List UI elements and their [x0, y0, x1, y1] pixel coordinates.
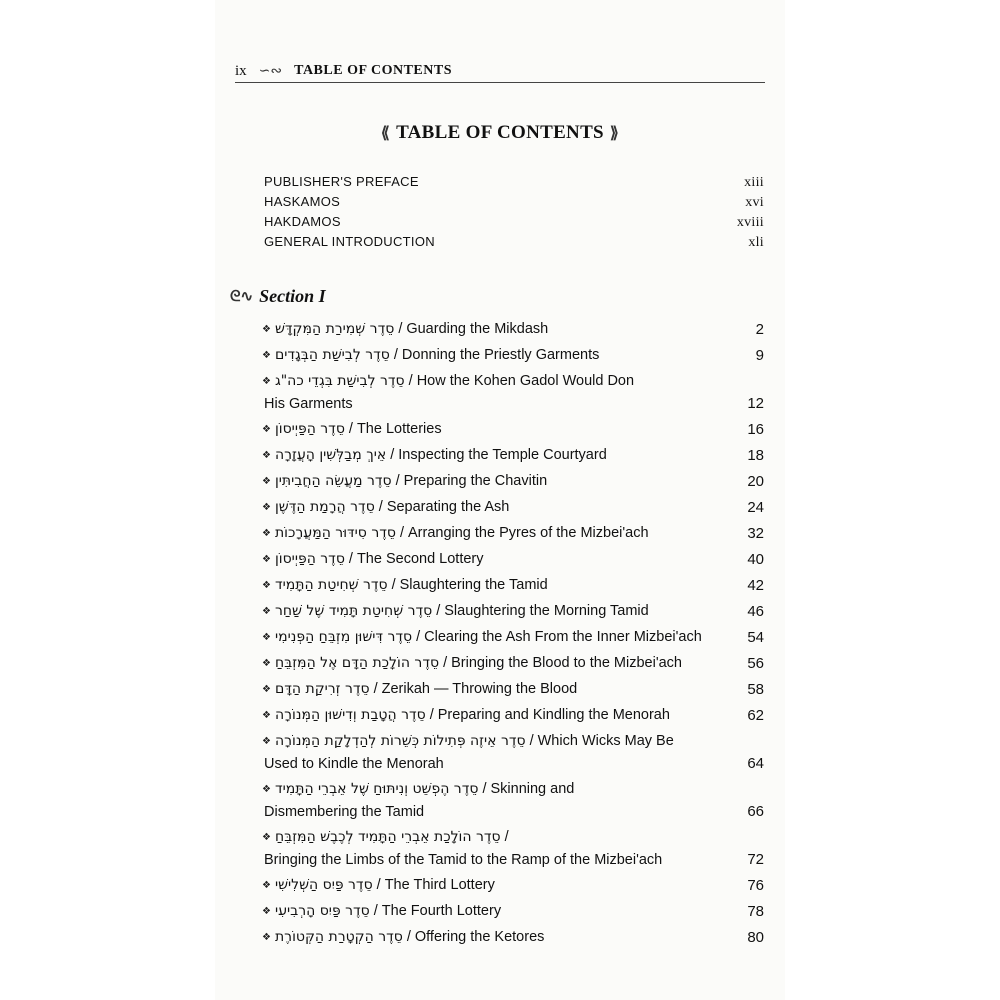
toc-entry[interactable]: [262, 442, 764, 468]
page-number: 18: [747, 447, 764, 464]
page-number: 66: [747, 803, 764, 820]
toc-entry[interactable]: [262, 572, 764, 598]
front-matter-label: HAKDAMOS: [264, 214, 341, 229]
english-title: Clearing the Ash From the Inner Mizbei'ach: [424, 628, 702, 645]
page-number: 24: [747, 499, 764, 516]
hebrew-title: סֵדֶר הֲטָבַת וְדִישּׁוּן הַמְּנוֹרָה: [274, 706, 426, 723]
toc-entry-line: [262, 824, 718, 850]
page-number: 2: [755, 321, 764, 338]
title-separator: /: [390, 446, 395, 463]
diamond-bullet-icon: ❖: [262, 683, 271, 695]
toc-entry-line: [262, 898, 718, 924]
title-separator: /: [348, 420, 353, 437]
toc-entry[interactable]: [262, 924, 764, 950]
front-matter-item[interactable]: [264, 234, 764, 254]
toc-entry[interactable]: [262, 520, 764, 546]
page-number: 20: [747, 473, 764, 490]
english-title: Which Wicks May Be: [537, 732, 674, 749]
title-separator: /: [391, 576, 396, 593]
english-title: Inspecting the Temple Courtyard: [398, 446, 607, 463]
english-title: Offering the Ketores: [414, 928, 545, 945]
section-heading: [230, 286, 630, 307]
hebrew-title: סֵדֶר זְרִיקַת הַדָּם: [274, 680, 370, 697]
toc-entry-line: [262, 624, 718, 650]
hebrew-title: סֵדֶר אֵיזֶה פְּתִילוֹת כְּשֵׁרוֹת לְהַדְלָקַת הַמְּנוֹרָה: [274, 732, 526, 749]
page-number: 32: [747, 525, 764, 542]
hebrew-title: סֵדֶר שְׁחִיטַת תָּמִיד שֶׁל שַׁחַר: [274, 602, 433, 619]
hebrew-title: סֵדֶר לְבִישַׁת בִּגְדֵי כה"ג: [274, 372, 405, 389]
diamond-bullet-icon: ❖: [262, 709, 271, 721]
front-matter-page: xli: [748, 235, 764, 250]
diamond-bullet-icon: ❖: [262, 631, 271, 643]
title-separator: /: [482, 780, 487, 797]
toc-entry-line: [262, 342, 718, 368]
english-title: Slaughtering the Tamid: [399, 576, 548, 593]
toc-title-text: TABLE OF CONTENTS: [396, 122, 604, 143]
toc-entry-line: [262, 598, 718, 624]
page-number: 80: [747, 929, 764, 946]
hebrew-title: סֵדֶר הַקְטָרַת הַקְּטוֹרֶת: [274, 928, 403, 945]
toc-entry-line: [262, 872, 718, 898]
toc-entry-line: [262, 368, 718, 394]
english-title: Skinning and: [490, 780, 575, 797]
toc-entry[interactable]: [262, 624, 764, 650]
page-number: 46: [747, 603, 764, 620]
title-separator: /: [398, 320, 403, 337]
title-separator: /: [443, 654, 448, 671]
diamond-bullet-icon: ❖: [262, 783, 271, 795]
title-separator: /: [416, 628, 421, 645]
section-ornament-icon: ᘓ∿: [230, 289, 254, 305]
hebrew-title: אֵיךְ מְבַלְּשִׁין הָעֲזָרָה: [274, 446, 387, 463]
english-title: Preparing and Kindling the Menorah: [437, 706, 670, 723]
hebrew-title: סֵדֶר דִּישּׁוּן מִזְבֵּחַ הַפְּנִימִי: [274, 628, 413, 645]
hebrew-title: סֵדֶר הֶפְשֵׁט וְנִיתּוּחַ שֶׁל אֵבְרֵי הַתָּמִיד: [274, 780, 479, 797]
toc-entry[interactable]: [262, 494, 764, 520]
diamond-bullet-icon: ❖: [262, 375, 271, 387]
title-separator: /: [373, 902, 378, 919]
toc-entry[interactable]: [262, 416, 764, 442]
page-number: 72: [747, 851, 764, 868]
title-separator: /: [373, 680, 378, 697]
front-matter-item[interactable]: [264, 214, 764, 234]
english-title: The Fourth Lottery: [381, 902, 502, 919]
hebrew-title: סֵדֶר לְבִישַׁת הַבְּגָדִים: [274, 346, 390, 363]
english-title: Bringing the Blood to the Mizbei'ach: [451, 654, 682, 671]
front-matter-label: PUBLISHER'S PREFACE: [264, 174, 419, 189]
title-separator: /: [406, 928, 411, 945]
page-number: 78: [747, 903, 764, 920]
ornament-left-icon: ⟪: [380, 125, 391, 142]
toc-entry-line: [262, 520, 718, 546]
toc-entry-line: [262, 468, 718, 494]
diamond-bullet-icon: ❖: [262, 449, 271, 461]
toc-entry[interactable]: [262, 776, 764, 824]
toc-entry-line: [262, 494, 718, 520]
diamond-bullet-icon: ❖: [262, 349, 271, 361]
diamond-bullet-icon: ❖: [262, 501, 271, 513]
toc-entry-line: [262, 650, 718, 676]
hebrew-title: סֵדֶר פַּיִס הַשְּׁלִישִׁי: [274, 876, 373, 893]
page-number: 64: [747, 755, 764, 772]
front-matter-list: [264, 174, 764, 254]
toc-entries-list: [262, 316, 764, 950]
hebrew-title: סֵדֶר הֲרָמַת הַדֶּשֶׁן: [274, 498, 375, 515]
toc-entry[interactable]: [262, 824, 764, 872]
toc-entry-line: [262, 728, 718, 754]
front-matter-label: GENERAL INTRODUCTION: [264, 234, 435, 249]
header-rule: [235, 82, 765, 83]
toc-entry[interactable]: [262, 598, 764, 624]
flourish-ornament-icon: ∽∾: [258, 63, 283, 79]
toc-entry-line: [262, 676, 718, 702]
diamond-bullet-icon: ❖: [262, 553, 271, 565]
toc-entry-line: [262, 572, 718, 598]
title-separator: /: [436, 602, 441, 619]
front-matter-page: xviii: [736, 215, 764, 230]
hebrew-title: סֵדֶר הוֹלָכַת הַדָּם אֶל הַמִּזְבֵּחַ: [274, 654, 440, 671]
page-number: 12: [747, 395, 764, 412]
english-title: Donning the Priestly Garments: [401, 346, 600, 363]
diamond-bullet-icon: ❖: [262, 879, 271, 891]
english-title: Guarding the Mikdash: [406, 320, 549, 337]
hebrew-title: סֵדֶר פַּיִס הָרְבִיעִי: [274, 902, 370, 919]
page-number: 58: [747, 681, 764, 698]
toc-entry[interactable]: [262, 702, 764, 728]
diamond-bullet-icon: ❖: [262, 905, 271, 917]
english-title-continued: His Garments: [264, 396, 353, 412]
page-number: 42: [747, 577, 764, 594]
title-separator: /: [408, 372, 413, 389]
title-separator: /: [504, 828, 509, 845]
diamond-bullet-icon: ❖: [262, 605, 271, 617]
toc-entry[interactable]: [262, 546, 764, 572]
title-separator: /: [376, 876, 381, 893]
title-separator: /: [378, 498, 383, 515]
toc-entry[interactable]: [262, 650, 764, 676]
english-title-continued: Bringing the Limbs of the Tamid to the Ramp of the Mizbei'ach: [264, 852, 663, 868]
toc-entry-line: [262, 776, 718, 802]
english-title: Zerikah — Throwing the Blood: [381, 680, 578, 697]
toc-entry[interactable]: [262, 728, 764, 776]
hebrew-title: סֵדֶר הַפַּיְיסוֹן: [274, 550, 345, 567]
front-matter-item[interactable]: [264, 194, 764, 214]
english-title: Arranging the Pyres of the Mizbei'ach: [407, 524, 649, 541]
running-head-title: TABLE OF CONTENTS: [294, 63, 453, 78]
english-title: The Lotteries: [356, 420, 442, 437]
toc-entry-line: [262, 442, 718, 468]
title-separator: /: [348, 550, 353, 567]
english-title-continued: Dismembering the Tamid: [264, 804, 425, 820]
page-number: 54: [747, 629, 764, 646]
english-title: Slaughtering the Morning Tamid: [444, 602, 649, 619]
toc-entry[interactable]: [262, 316, 764, 342]
toc-title: [235, 122, 765, 144]
english-title: The Third Lottery: [384, 876, 495, 893]
page-number: 62: [747, 707, 764, 724]
title-separator: /: [429, 706, 434, 723]
diamond-bullet-icon: ❖: [262, 323, 271, 335]
english-title: Separating the Ash: [386, 498, 510, 515]
toc-entry[interactable]: [262, 342, 764, 368]
toc-entry[interactable]: [262, 898, 764, 924]
title-separator: /: [393, 346, 398, 363]
front-matter-page: xvi: [745, 195, 764, 210]
english-title: The Second Lottery: [356, 550, 484, 567]
page-number: 16: [747, 421, 764, 438]
ornament-right-icon: ⟫: [609, 125, 620, 142]
diamond-bullet-icon: ❖: [262, 475, 271, 487]
hebrew-title: סֵדֶר הַפַּיְיסוֹן: [274, 420, 345, 437]
title-separator: /: [399, 524, 404, 541]
english-title: Preparing the Chavitin: [403, 472, 548, 489]
page-number: 56: [747, 655, 764, 672]
diamond-bullet-icon: ❖: [262, 657, 271, 669]
hebrew-title: סֵדֶר הוֹלָכַת אֵבְרֵי הַתָּמִיד לְכֶבֶשׁ הַמִּזְבֵּחַ: [274, 828, 501, 845]
toc-entry-line: [262, 924, 718, 950]
diamond-bullet-icon: ❖: [262, 931, 271, 943]
hebrew-title: סֵדֶר סִידּוּר הַמַּעֲרָכוֹת: [274, 524, 396, 541]
page-folio: ix: [235, 62, 247, 79]
section-title: Section I: [259, 286, 326, 306]
page-number: 9: [755, 347, 764, 364]
toc-entry[interactable]: [262, 368, 764, 416]
diamond-bullet-icon: ❖: [262, 527, 271, 539]
front-matter-page: xiii: [744, 175, 764, 190]
hebrew-title: סֵדֶר שְׁמִירַת הַמִּקְדָּשׁ: [274, 320, 395, 337]
page-number: 76: [747, 877, 764, 894]
front-matter-label: HASKAMOS: [264, 194, 341, 209]
front-matter-item[interactable]: [264, 174, 764, 194]
toc-entry-line: [262, 546, 718, 572]
toc-entry[interactable]: [262, 468, 764, 494]
title-separator: /: [529, 732, 534, 749]
english-title-continued: Used to Kindle the Menorah: [264, 756, 444, 772]
hebrew-title: סֵדֶר שְׁחִיטַת הַתָּמִיד: [274, 576, 388, 593]
toc-entry-line: [262, 702, 718, 728]
hebrew-title: סֵדֶר מַעֲשֵׂה הַחֲבִיתִּין: [274, 472, 392, 489]
page-number: 40: [747, 551, 764, 568]
toc-entry-line: [262, 416, 718, 442]
diamond-bullet-icon: ❖: [262, 735, 271, 747]
toc-entry[interactable]: [262, 676, 764, 702]
title-separator: /: [395, 472, 400, 489]
toc-entry-line: [262, 316, 718, 342]
diamond-bullet-icon: ❖: [262, 579, 271, 591]
diamond-bullet-icon: ❖: [262, 831, 271, 843]
running-head: [235, 60, 765, 82]
toc-entry[interactable]: [262, 872, 764, 898]
english-title: How the Kohen Gadol Would Don: [416, 372, 635, 389]
diamond-bullet-icon: ❖: [262, 423, 271, 435]
